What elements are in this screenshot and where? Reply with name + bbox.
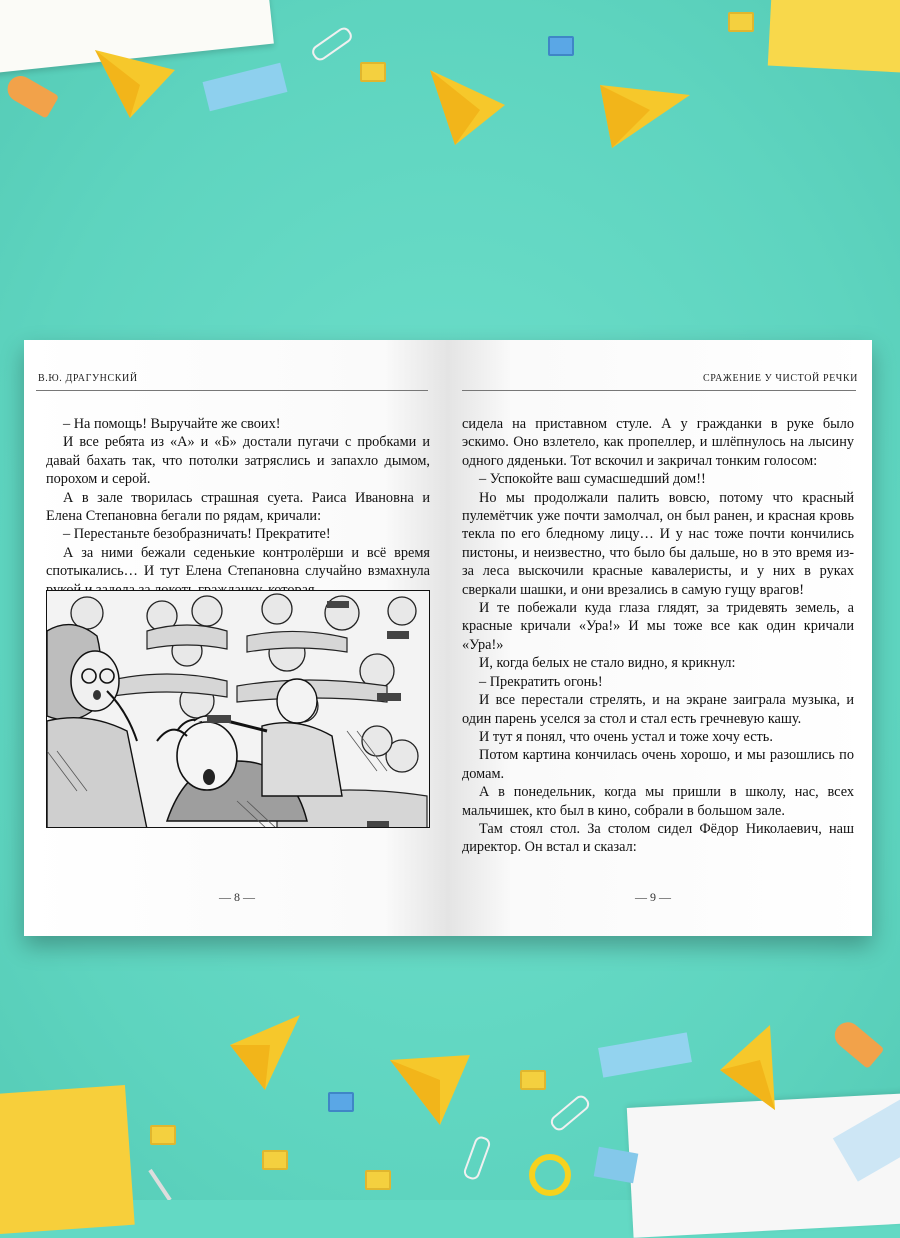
paragraph: А за ними бежали седенькие контролёрши и всё время спотыкались… И тут Елена Степановна случайно взмахнула <box>46 544 430 580</box>
paragraph: А в понедельник, когда мы пришли в школу, нас, всех мальчишек, кто был в кино, собрали в большом зале. <box>462 784 854 819</box>
header-rule <box>36 390 428 391</box>
open-book <box>24 340 872 936</box>
paragraph: А в зале творилась страшная суета. Раиса Ивановна и Елена Степановна бегали по рядам, кричали: <box>46 489 430 525</box>
paragraph: Потом картина кончилась очень хорошо, и мы разошлись по домам. <box>462 747 854 782</box>
book-illustration <box>46 590 430 828</box>
paragraph: – Прекратить огонь! <box>479 673 603 690</box>
page-text <box>46 415 430 599</box>
left-page <box>24 340 448 936</box>
paragraph: И тут я понял, что очень устал и тоже хочу есть. <box>479 728 773 745</box>
paragraph: сидела на приставном стуле. А у гражданки в руке было эскимо. Оно взлетело, как пропеллер, и шлёпнулось на лысину одного дяденьки. Тот вскочил и закричал тонким голосом: <box>462 416 854 469</box>
paragraph: И те побежали куда глаза глядят, за тридевять земель, а красные кричали «Ура!» И мы тоже все как один кричали «Ура!» <box>462 600 854 653</box>
paragraph: Там стоял стол. За столом сидел Фёдор Николаевич, наш директор. Он встал и сказал: <box>462 820 854 856</box>
paragraph: – На помощь! Выручайте же своих! <box>63 416 281 432</box>
paragraph: Но мы продолжали палить вовсю, потому что красный пулемётчик уже почти замолчал, он был ранен, и красная кровь текла по его бледному лицу… И у нас тоже почти кончились пистоны, и неизвестно, что было бы дальше, но в это время из-за леса выскочили красные кавалеристы, и у них в руках сверкали шашки, и они врезались в самую гущу врагов! <box>462 489 854 598</box>
page-text <box>462 415 854 857</box>
page-number: — 9 — <box>635 890 671 904</box>
header-rule <box>462 390 856 391</box>
right-page <box>448 340 872 936</box>
running-head: СРАЖЕНИЕ У ЧИСТОЙ РЕЧКИ <box>702 373 858 384</box>
paragraph: И все перестали стрелять, и на экране заиграла музыка, и один парень уселся за стол и стал есть гречневую кашу. <box>462 692 854 727</box>
running-head: В.Ю. ДРАГУНСКИЙ <box>38 373 138 384</box>
paragraph: И, когда белых не стало видно, я крикнул: <box>479 655 736 672</box>
paragraph: – Успокойте ваш сумасшедший дом!! <box>479 471 706 488</box>
page-number: — 8 — <box>219 890 255 904</box>
paragraph: И все ребята из «А» и «Б» достали пугачи с пробками и давай бахать так, что потолки затряслись и запахло дымом, порохом и серой. <box>46 434 430 488</box>
paragraph: – Перестаньте безобразничать! Прекратите! <box>63 526 331 543</box>
